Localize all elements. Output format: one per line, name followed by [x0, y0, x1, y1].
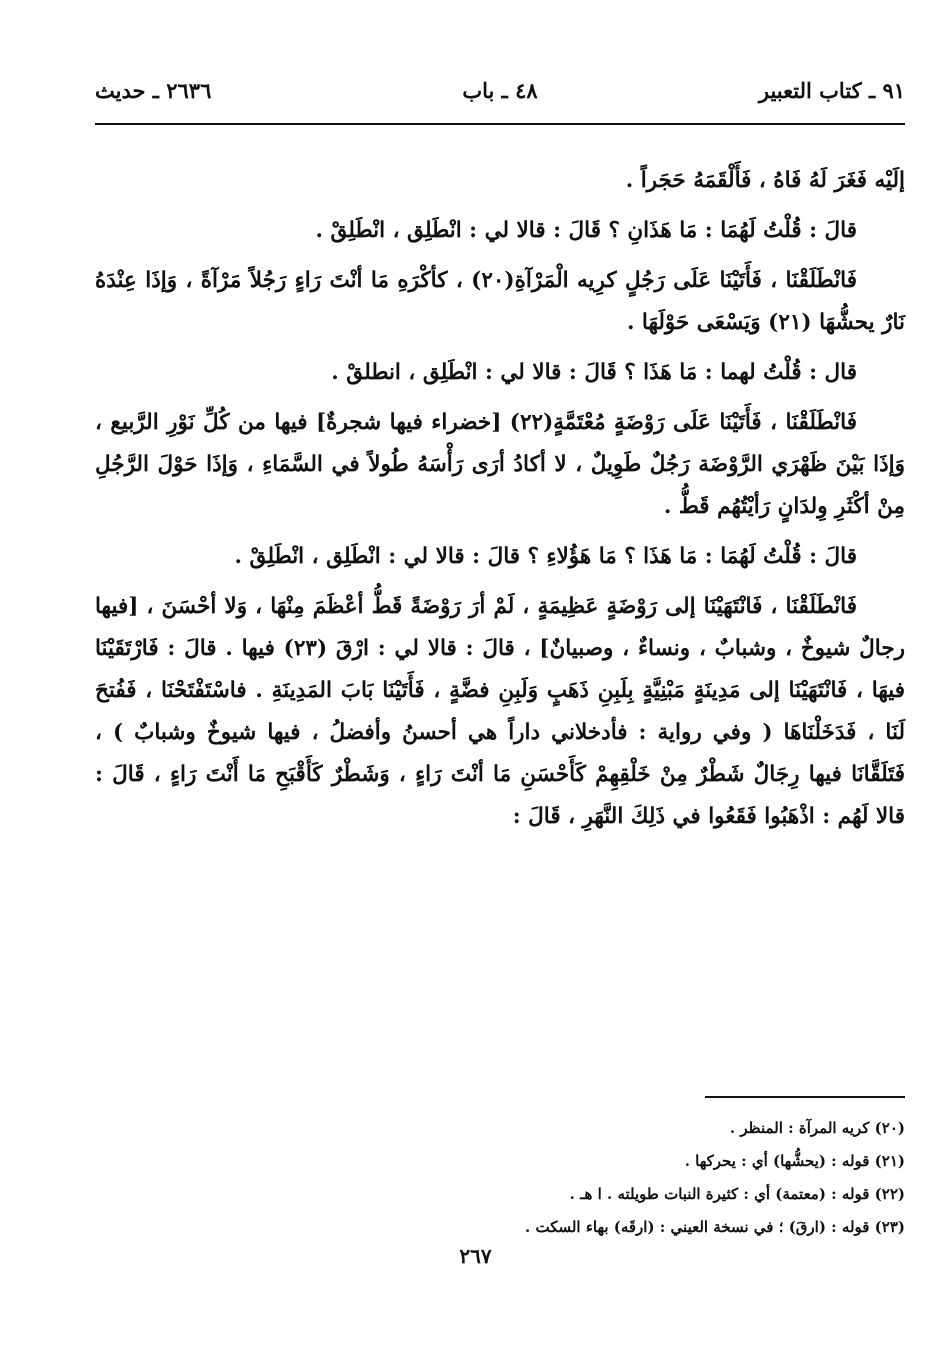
- footnote-divider: [705, 1096, 905, 1098]
- page-number: ٢٦٧: [459, 1244, 492, 1268]
- paragraph: قالَ : قُلْتُ لَهُمَا : مَا هَذَانِ ؟ قَالَ : قالا لي : انْطَلِق ، انْطَلِقْ .: [315, 218, 857, 243]
- running-header: [95, 78, 905, 118]
- paragraph: إلَيْه فَغَرَ لَهُ فَاهُ ، فَأَلْقَمَهُ حَجَراً .: [625, 168, 905, 193]
- paragraph: فَانْطَلَقْنَا ، فَأَتَيْنَا عَلَى رَجُلٍ كرِيه الْمَرْآةِ(٢٠) ، كأكْرَهِ مَا أنْتَ رَاءٍ رَجُلاً مَرْآةً ، وَإذَا عِنْدَهُ نَارٌ يحشُّهَا (٢١) وَيَسْعَى حَوْلَهَا .: [95, 268, 905, 335]
- header-divider: [95, 123, 905, 125]
- paragraph: فَانْطَلَقْنَا ، فَانْتَهَيْنَا إلى رَوْضَةٍ عَظِيمَةٍ ، لَمْ أرَ رَوْضَةً قَطُّ أعْظَمَ مِنْهَا ، وَلا أحْسَنَ ، [فيها رجالٌ شيوخٌ ، وشبابٌ ، ونساءٌ ، وصبيانٌ] ، قالَ : قالا لي : ارْقَ (٢٣) فيها . قالَ : فَارْتَقَيْنَا فيهَا ، فَانْتَهَيْنَا إلى مَدِينَةٍ مَبْنِيَّةٍ بِلَبِنِ ذَهَبٍ وَلَبِنِ فضَّةٍ ، فَأَتَيْنَا بَابَ المَدِينَةِ . فاسْتَفْتَحْنَا ، فَفُتحَ لَنَا ، فَدَخَلْنَاهَا ( وفي رواية : فأدخلاني داراً هي أحسنُ وأفضلُ ، فيها شيوخٌ وشبابٌ ) ، فَتَلَقَّانَا فيها رِجَالٌ شَطْرٌ مِنْ خَلْقِهِمْ كَأَحْسَنِ مَا أنْتَ رَاءٍ ، وَشَطْرٌ كَأَقْبَحِ مَا أَنْتَ رَاءٍ ، قَالَ : قالا لَهُم : اذْهَبُوا فَقَعُوا في ذَلِكَ النَّهَرِ ، قَالَ :: [95, 594, 905, 829]
- header-book-title: ٩١ ـ كتاب التعبير: [758, 78, 905, 103]
- footnote: (٢٣) قوله : (ارقَ) ؛ في نسخة العيني : (ارقَه) بهاء السكت .: [525, 1218, 905, 1236]
- paragraph: قالَ : قُلْتُ لَهُمَا : مَا هَذَا ؟ مَا هَؤُلاءِ ؟ قالَ : قالا لي : انْطَلِق ، انْطَلِقْ .: [234, 544, 857, 569]
- header-chapter: ٤٨ ـ باب: [462, 78, 538, 103]
- footnotes: [95, 1112, 905, 1244]
- main-text: [95, 160, 905, 850]
- footnote: (٢٢) قوله : (معتمة) أي : كثيرة النبات طويلته . ا هـ .: [569, 1185, 905, 1203]
- header-hadith-number: ٢٦٣٦ ـ حديث: [95, 78, 212, 103]
- paragraph: فَانْطَلَقْنَا ، فَأَتَيْنَا عَلَى رَوْضَةٍ مُعْتَمَّةٍ(٢٢) [خضراء فيها شجرةٌ] فيها من كُلِّ نَوْرِ الرَّبيع ، وَإذَا بَيْنَ ظَهْرَي الرَّوْضَة رَجُلٌ طَوِيلٌ ، لا أكادُ أرَى رَأْسَهُ طُولاً في السَّمَاءِ ، وَإذَا حَوْلَ الرَّجُلِ مِنْ أكْثَرِ وِلدَانٍ رَأيْتُهُم قَطُّ .: [95, 410, 905, 519]
- footnote: (٢١) قوله : (يحشُّها) أي : يحركها .: [684, 1152, 905, 1170]
- footnote: (٢٠) كريه المرآة : المنظر .: [729, 1119, 905, 1137]
- paragraph: قال : قُلْتُ لهما : مَا هَذَا ؟ قَالَ : قالا لي : انْطَلِق ، انطلقْ .: [331, 360, 857, 385]
